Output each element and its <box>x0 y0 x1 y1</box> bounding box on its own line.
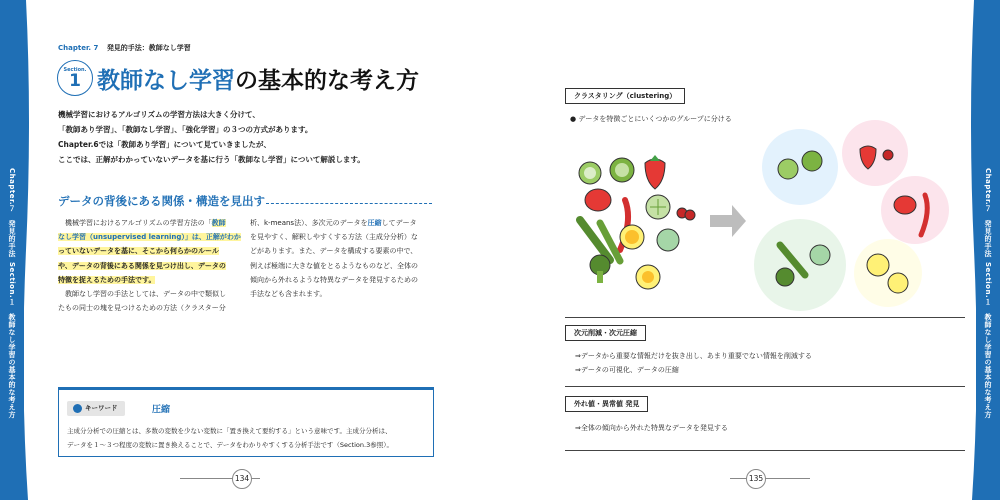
title-accent: 教師なし学習 <box>97 68 235 94</box>
clustering-bullet: ● データを特徴ごとにいくつかのグループに分ける <box>570 115 732 123</box>
right-edge-tab <box>976 0 1000 500</box>
keyword-line: データを１～３つ程度の変数に置き換えることで、データをわかりやすくする分析手法です（Section.3参照）。 <box>67 441 393 449</box>
chapter-number: Chapter. 7 <box>58 44 99 52</box>
left-edge-tab <box>0 0 24 500</box>
body-line <box>58 244 240 258</box>
clustering-label: クラスタリング（clustering） <box>565 88 685 104</box>
keyword-label: キーワード <box>85 404 118 412</box>
highlighted-text: や、データの背後にある関係を見つけ出し、データの <box>58 261 226 270</box>
keyword-box <box>58 387 434 457</box>
grouped-clusters <box>754 120 949 311</box>
right-tab-wave <box>966 0 978 500</box>
chapter-title: 発見的手法：教師なし学習 <box>106 44 191 52</box>
term-highlight: 教師 <box>211 219 226 227</box>
subheading: データの背後にある関係・構造を見出す <box>58 194 265 208</box>
highlighted-text: っていないデータを基に、そこから何らかのルール <box>58 247 219 256</box>
section-label: Section. <box>63 67 87 73</box>
intro-line: Chapter.6では「教師あり学習」について見ていきましたが、 <box>58 140 271 149</box>
body-line <box>250 216 434 230</box>
dimension-reduction-line: ⇒データから重要な情報だけを抜き出し、あまり重要でない情報を削減する <box>575 352 812 360</box>
term-compress: 圧縮 <box>367 219 382 227</box>
body-line: 例えば極端に大きな値をとるようなものなど、全体の <box>250 261 418 270</box>
body-column-1 <box>58 216 240 315</box>
body-line: たもの同士の塊を見つけるための方法（クラスター分 <box>58 304 226 313</box>
highlighted-text: 特徴を捉えるための手法です。 <box>58 275 156 284</box>
body-line: 手法なども含まれます。 <box>250 290 327 299</box>
title-rest: の基本的な考え方 <box>235 68 419 94</box>
body-text: してデータ <box>381 219 417 227</box>
dimension-reduction-line: ⇒データの可視化、データの圧縮 <box>575 366 679 374</box>
left-page <box>40 0 490 500</box>
page-number-deco <box>730 478 810 479</box>
body-line <box>58 259 240 273</box>
divider <box>565 450 965 451</box>
subheading-rule <box>266 203 432 204</box>
clustering-illustration <box>570 115 950 315</box>
chapter-header <box>58 43 191 53</box>
body-line: 教師なし学習の手法としては、データの中で類似し <box>58 290 226 299</box>
keyword-term: 圧縮 <box>152 405 171 415</box>
outlier-line: ⇒全体の傾向から外れた特異なデータを発見する <box>575 424 728 432</box>
arrow-icon <box>710 205 746 237</box>
section-number: 1 <box>69 71 81 91</box>
keyword-label-badge <box>67 401 125 416</box>
body-line: どがあります。また、データを構成する要素の中で、 <box>250 247 418 256</box>
body-line: 傾向から外れるような特異なデータを発見するための <box>250 275 418 284</box>
intro-line: ここでは、正解がわかっていないデータを基に行う「教師なし学習」について解説します。 <box>58 155 365 164</box>
keyword-icon <box>73 404 82 413</box>
body-line <box>58 273 240 287</box>
body-text: 機械学習におけるアルゴリズムの学習方法の「 <box>58 219 212 227</box>
divider <box>565 386 965 387</box>
section-badge <box>57 60 93 96</box>
body-column-2 <box>250 216 434 301</box>
intro-paragraph <box>58 107 458 167</box>
left-tab-chapter: Chapter.７ 発見的手法 <box>8 168 16 258</box>
dimension-reduction-label: 次元削減・次元圧縮 <box>565 325 646 341</box>
body-line: を見やすく、解釈しやすくする方法（主成分分析）な <box>250 233 418 242</box>
page-number: 135 <box>746 469 766 489</box>
term-highlight: なし学習（unsupervised learning）」は、正解がわか <box>58 233 241 242</box>
keyword-line: 主成分分析での圧縮とは、多数の変数を少ない変数に「置き換えて要約する」という意味です。主成分分析は、 <box>67 427 392 435</box>
right-tab-chapter: Chapter.７ 発見的手法 <box>984 168 992 258</box>
left-tab-wave <box>22 0 34 500</box>
intro-line: 「教師あり学習」、「教師なし学習」、「強化学習」の３つの方式があります。 <box>58 125 313 134</box>
page-number: 134 <box>232 469 252 489</box>
outlier-label: 外れ値・異常値 発見 <box>565 396 648 412</box>
divider <box>565 317 965 318</box>
right-tab-section: Section.１ 教師なし学習の基本的な考え方 <box>984 262 992 419</box>
left-tab-section: Section.１ 教師なし学習の基本的な考え方 <box>8 262 16 419</box>
body-text: 析、k-means法）、多次元のデータを <box>250 219 368 227</box>
keyword-description <box>67 424 393 452</box>
body-line <box>58 216 240 230</box>
body-line <box>58 230 240 244</box>
intro-line: 機械学習におけるアルゴリズムの学習方法は大きく分けて、 <box>58 110 260 119</box>
ungrouped-produce <box>579 155 695 289</box>
page-title <box>97 62 419 95</box>
right-page <box>510 0 960 500</box>
